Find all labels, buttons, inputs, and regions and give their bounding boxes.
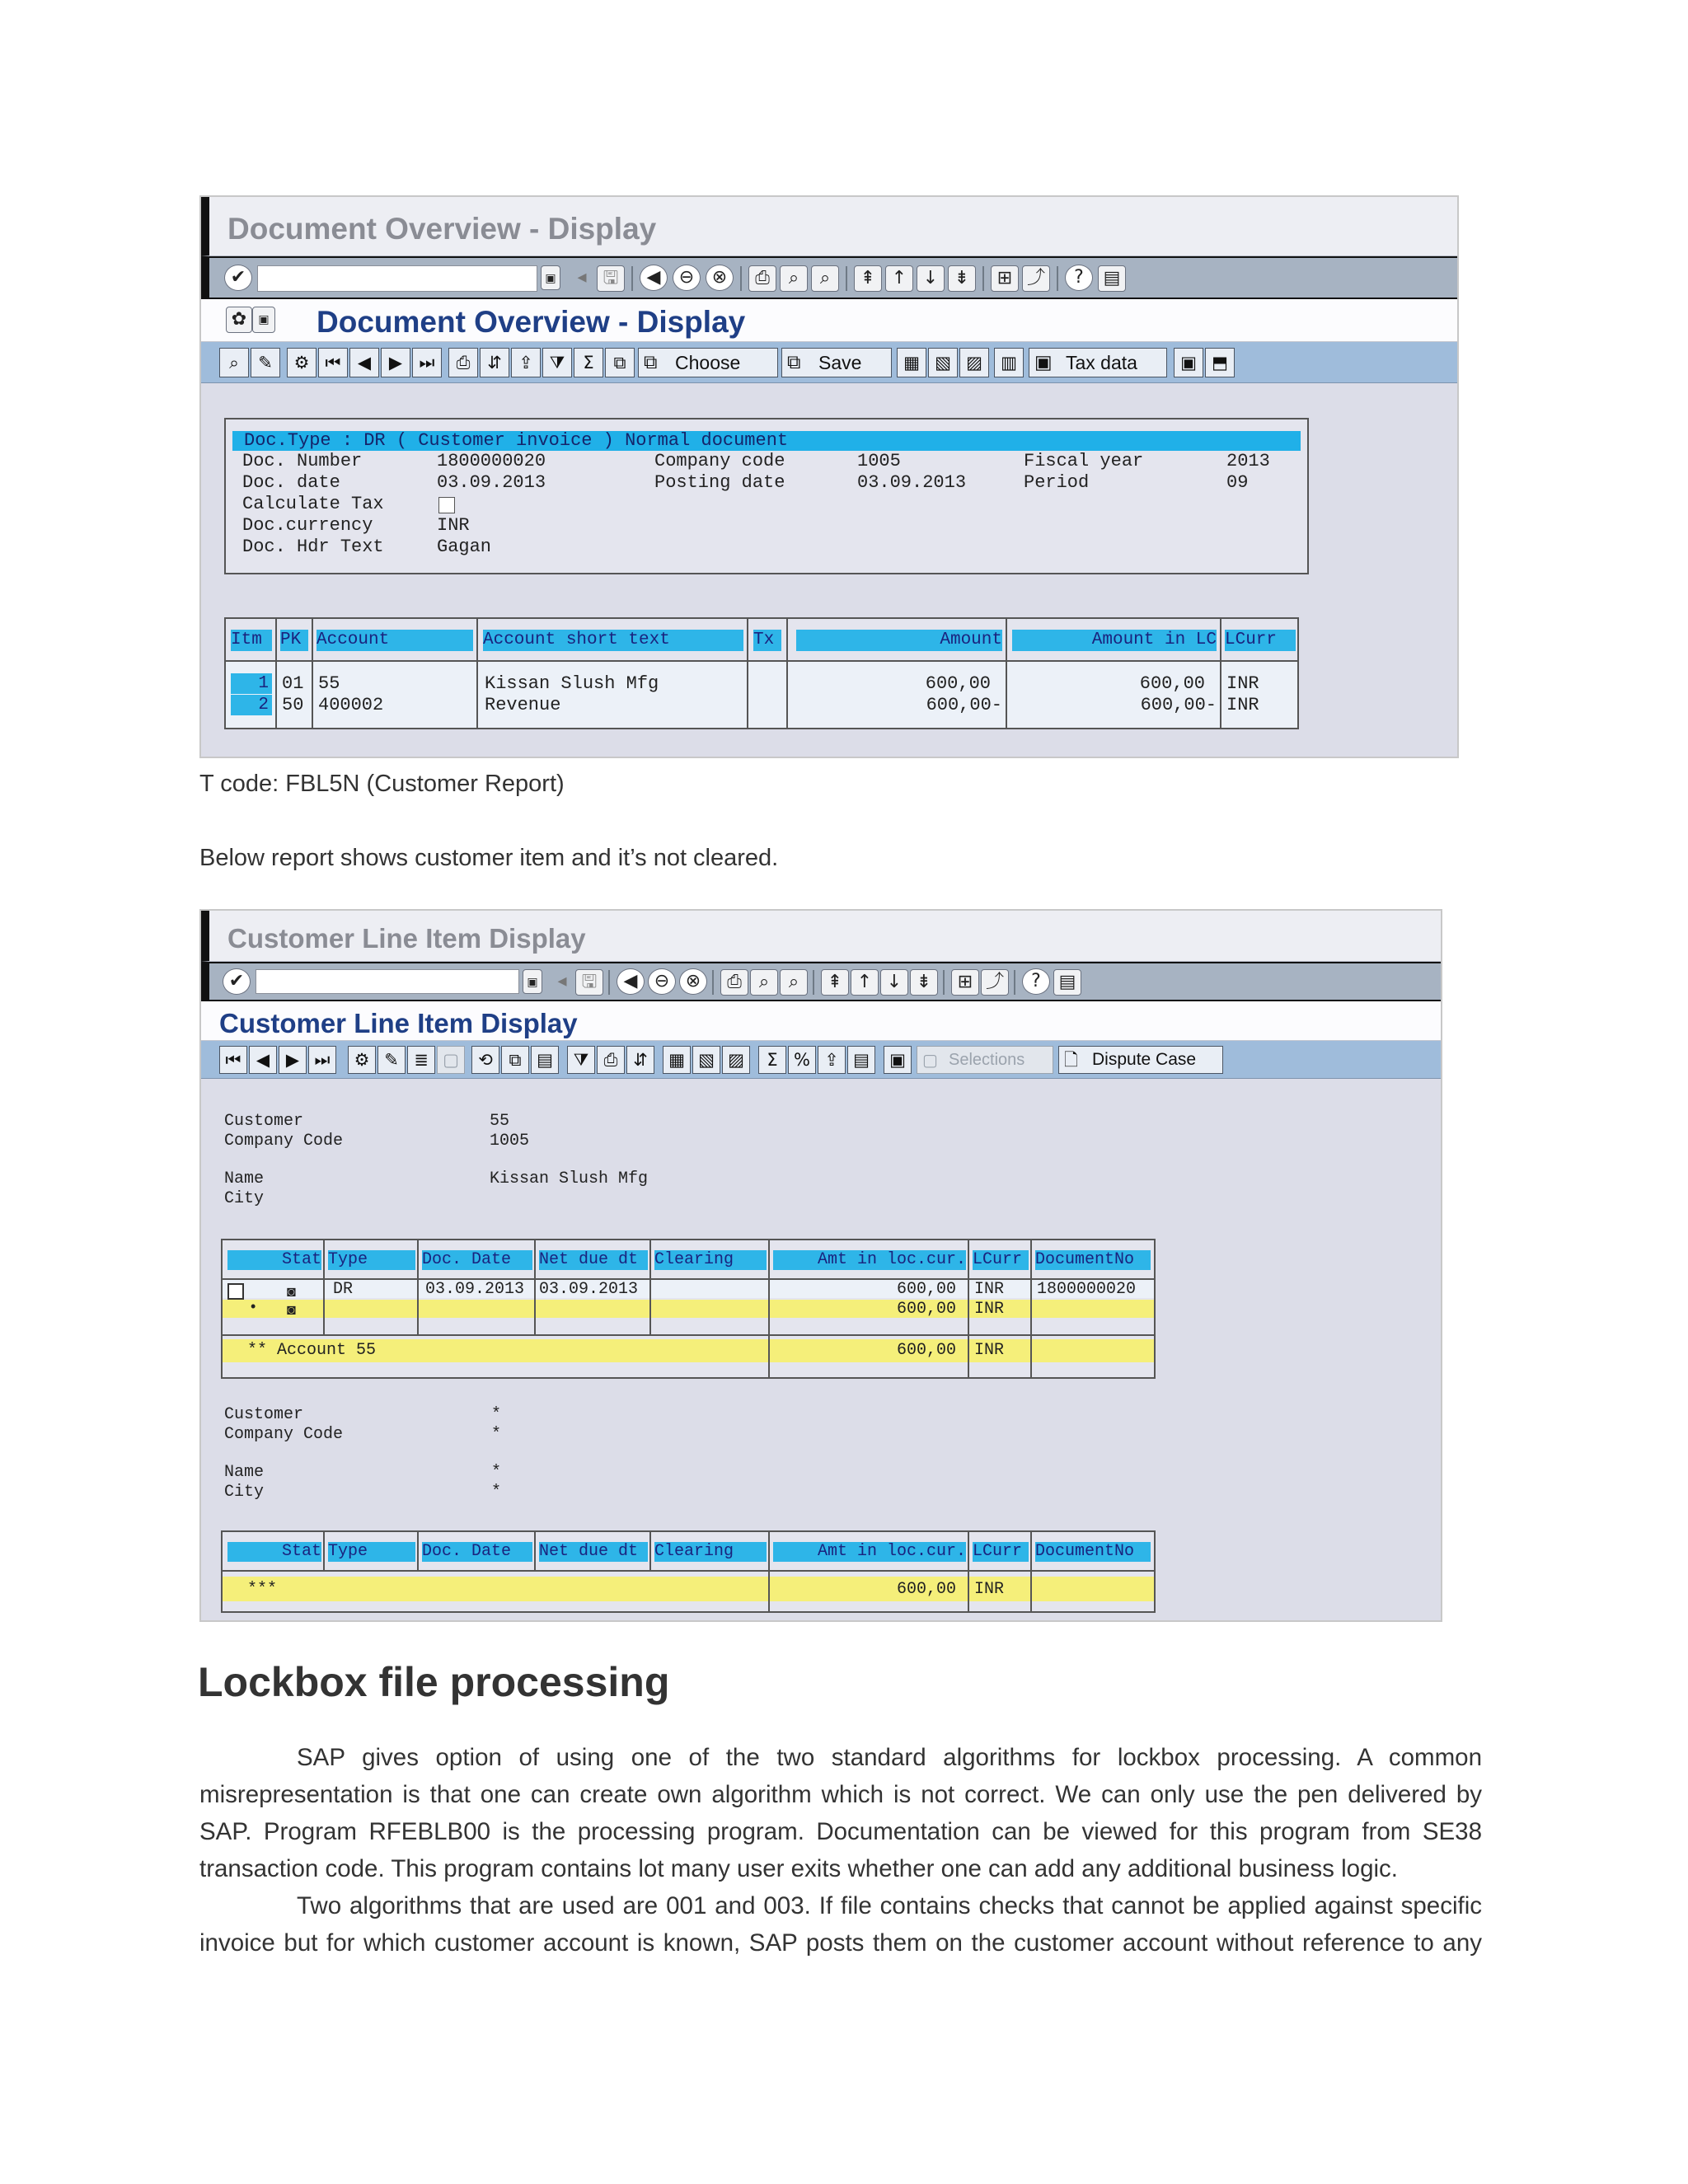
save-layout-button[interactable] [781,348,892,377]
company-code-label: Company code [654,451,785,471]
hdr-text-value: Gagan [437,537,492,557]
mass-change-icon[interactable]: ≣ [407,1046,435,1074]
col-header-lcurr[interactable]: LCurr [973,1542,1029,1562]
doc-date-value: 03.09.2013 [437,472,546,493]
paragraph-line: transaction code. This program contains lot many user exits whether one can add any additional business logic. [199,1855,1398,1882]
row-net-due: 03.09.2013 [539,1280,639,1299]
display-document-icon[interactable]: ⚙ [348,1046,376,1074]
notes-icon[interactable]: ▤ [847,1046,875,1074]
window-title: Customer Line Item Display [227,923,586,954]
change-display-icon[interactable]: ⚙ [287,348,316,377]
line-items-table [221,1239,1156,1379]
row-lcurr: INR [974,1300,1005,1319]
subtotal-icon[interactable]: ⧉ [605,348,635,377]
command-history-icon[interactable]: ▣ [523,969,542,994]
customer-line-item-screenshot [199,909,1442,1622]
layout-select-icon[interactable]: ▦ [897,348,926,377]
window-title-bar [201,911,1441,962]
row-lcurr: INR [1226,673,1259,694]
select-all-icon[interactable]: ▢ [437,1046,465,1074]
layout-select-icon[interactable]: ▦ [663,1046,691,1074]
customer-value: * [491,1405,502,1424]
row-doc-date: 03.09.2013 [425,1280,525,1299]
city-value: * [491,1483,502,1502]
col-header-amount-lc[interactable]: Amount in LC [1012,630,1217,651]
last-page-icon[interactable]: ⇟ [910,969,938,996]
col-header-pk[interactable]: PK [280,630,308,651]
last-page-icon[interactable]: ⇟ [948,265,976,292]
row-lcurr: INR [1226,695,1259,715]
period-label: Period [1024,472,1090,493]
col-header-tx[interactable]: Tx [753,630,781,651]
next-item-icon[interactable]: ▶ [381,348,410,377]
col-header-net-due[interactable]: Net due dt [539,1250,648,1270]
row-amount: 600,00- [926,695,1002,715]
col-header-itm[interactable]: Itm [231,630,272,651]
col-header-doc-date[interactable]: Doc. Date [422,1542,532,1562]
col-header-amount[interactable]: Amt in loc.cur. [773,1542,966,1562]
selections-label: Selections [949,1051,1025,1069]
exit-icon[interactable]: ⊖ [673,265,701,291]
calculate-tax-label: Calculate Tax [242,494,384,514]
layout-change-icon[interactable]: ▧ [928,348,958,377]
application-title-bar [201,299,1457,342]
exit-icon[interactable]: ⊖ [648,968,676,995]
sum-icon[interactable]: Σ [758,1046,786,1074]
row-short-text: Revenue [485,695,561,715]
col-header-clearing[interactable]: Clearing [654,1250,767,1270]
enter-icon[interactable]: ✔ [223,968,251,995]
copy-icon[interactable]: ⧉ [501,1046,529,1074]
next-item-icon[interactable]: ▶ [279,1046,307,1074]
fiscal-year-value: 2013 [1226,451,1270,471]
col-header-type[interactable]: Type [328,1542,415,1562]
paragraph-line: SAP. Program RFEBLB00 is the processing program. Documentation can be viewed for this program from SE38 [199,1818,1482,1845]
help-icon[interactable]: ? [1022,968,1050,995]
name-label: Name [224,1463,265,1482]
row-itm[interactable]: 1 [231,673,272,694]
back-icon[interactable]: ◀ [617,968,645,995]
shortcut-icon[interactable]: ⤴ [981,969,1009,996]
next-page-icon[interactable]: ↓ [880,969,908,996]
row-account: 400002 [318,695,384,715]
row-type: DR [333,1280,354,1299]
company-code-label: Company Code [224,1425,344,1444]
status-open-icon: ◙ [287,1283,296,1300]
name-value: Kissan Slush Mfg [490,1169,649,1188]
layout-change-icon[interactable]: ▧ [692,1046,720,1074]
company-code-value: * [491,1425,502,1444]
fiscal-year-label: Fiscal year [1024,451,1144,471]
print-icon[interactable]: ⎙ [720,969,748,996]
city-label: City [224,1483,265,1502]
sort-icon[interactable]: ⇵ [626,1046,654,1074]
col-header-account[interactable]: Account [316,630,473,651]
application-toolbar [201,342,1457,383]
previous-item-icon[interactable]: ◀ [349,348,379,377]
system-toolbar [201,256,1457,299]
sort-icon[interactable]: ⇵ [480,348,509,377]
document-header-box [224,418,1309,574]
export-icon[interactable]: ⇪ [511,348,541,377]
layout-manage-icon[interactable]: ▨ [959,348,989,377]
city-label: City [224,1189,265,1208]
print-list-icon[interactable]: ⎙ [448,348,478,377]
tax-data-icon: ▣ [1034,352,1053,373]
col-header-lcurr[interactable]: LCurr [1225,630,1296,651]
filter-icon[interactable]: ⧩ [542,348,572,377]
find-icon[interactable]: ⌕ [780,265,808,292]
company-code-value: 1005 [857,451,901,471]
selections-icon: ▢ [922,1050,938,1070]
section-heading: Lockbox file processing [198,1659,670,1705]
system-toolbar [201,962,1441,1001]
save-disk-icon[interactable]: 🖫 [597,265,625,292]
back-arrow-small-icon[interactable]: ◂ [577,267,587,288]
row-short-text: Kissan Slush Mfg [485,673,659,694]
display-icon[interactable]: ⌕ [219,348,249,377]
col-header-docno[interactable]: DocumentNo [1035,1250,1151,1270]
back-arrow-small-icon[interactable]: ◂ [557,971,567,991]
row-pk: 01 [282,673,304,694]
row-dot-marker: • [251,1298,256,1315]
object-menu-icon[interactable]: ▣ [252,307,275,333]
find-next-icon[interactable]: ⌕ [811,265,839,292]
doc-currency-value: INR [437,515,470,536]
subtotal-lcurr: INR [974,1341,1005,1360]
previous-page-icon[interactable]: ↑ [885,265,913,292]
paragraph-line: SAP gives option of using one of the two standard algorithms for lockbox processing. A common [297,1744,1482,1771]
save-disk-icon[interactable]: 🖫 [575,969,603,996]
paragraph-line: Two algorithms that are used are 001 and 003. If file contains checks that cannot be applied against specific [297,1892,1482,1919]
back-icon[interactable]: ◀ [640,265,668,291]
cancel-icon[interactable]: ⊗ [706,265,734,291]
tax-data-button[interactable] [1029,348,1167,377]
enter-icon[interactable]: ✔ [224,265,252,291]
selections-button[interactable] [917,1046,1053,1074]
application-toolbar [201,1041,1441,1079]
col-header-type[interactable]: Type [328,1250,415,1270]
col-header-short-text[interactable]: Account short text [483,630,743,651]
customer-label: Customer [224,1405,304,1424]
status-open-icon: ◙ [287,1301,296,1318]
layout-menu-icon[interactable]: ▤ [1053,969,1081,996]
find-icon[interactable]: ⌕ [750,969,778,996]
row-select-checkbox[interactable] [227,1283,244,1300]
dispute-case-icon: 🗋 [1064,1050,1078,1070]
row-amount-lc: 600,00 [1139,673,1205,694]
row-amount: 600,00 [925,673,991,694]
sum-icon[interactable]: Σ [574,348,603,377]
row-account: 55 [318,673,340,694]
first-page-icon[interactable]: ⇞ [821,969,849,996]
command-field[interactable] [256,969,519,994]
find-next-icon[interactable]: ⌕ [780,969,808,996]
subtotal-label: ** Account 55 [247,1341,377,1360]
customer-value: 55 [490,1112,510,1131]
row-docno: 1800000020 [1037,1280,1137,1299]
col-header-amount[interactable]: Amount [796,630,1002,651]
tax-data-label: Tax data [1066,352,1137,373]
previous-page-icon[interactable]: ↑ [851,969,879,996]
col-header-lcurr[interactable]: LCurr [973,1250,1029,1270]
filter-icon[interactable]: ⧩ [567,1046,595,1074]
first-item-icon[interactable]: ⏮ [219,1046,247,1074]
doc-type-bar: Doc.Type : DR ( Customer invoice ) Normal document [232,431,1301,451]
shortcut-icon[interactable]: ⤴ [1022,265,1050,292]
new-session-icon[interactable]: ⊞ [991,265,1019,292]
first-item-icon[interactable]: ⏮ [318,348,348,377]
subtotal-icon[interactable]: % [788,1046,816,1074]
choose-label: Choose [675,352,741,373]
col-header-stat[interactable]: Stat [227,1250,321,1270]
layout-menu-icon[interactable]: ▤ [1098,265,1126,292]
paragraph-line: misrepresentation is that one can create own algorithm which is not correct. We can only use the pen delivered by [199,1781,1482,1808]
window-title-bar [201,197,1457,256]
posting-date-label: Posting date [654,472,785,493]
last-item-icon[interactable]: ⏭ [412,348,442,377]
col-header-doc-date[interactable]: Doc. Date [422,1250,532,1270]
application-title-bar [201,1001,1441,1041]
row-amount: 600,00 [896,1300,956,1319]
layout-save-icon[interactable]: ▨ [722,1046,750,1074]
print-icon[interactable]: ⎙ [748,265,776,292]
col-header-net-due[interactable]: Net due dt [539,1542,648,1562]
row-itm[interactable]: 2 [231,695,272,715]
cancel-icon[interactable]: ⊗ [679,968,707,995]
command-field[interactable] [257,265,537,292]
doc-number-value: 1800000020 [437,451,546,471]
company-code-label: Company Code [224,1132,344,1151]
choose-button[interactable] [638,348,778,377]
refresh-icon[interactable]: ⟲ [471,1046,499,1074]
overflow-icon[interactable]: ⬒ [1205,348,1235,377]
calculate-tax-checkbox[interactable] [438,497,455,513]
columns-icon[interactable]: ▥ [994,348,1024,377]
total-amount: 600,00 [896,1580,956,1599]
app-title: Customer Line Item Display [219,1008,578,1038]
doc-number-label: Doc. Number [242,451,363,471]
command-history-icon[interactable]: ▣ [541,265,560,290]
row-amount: 600,00 [896,1280,956,1299]
previous-item-icon[interactable]: ◀ [249,1046,277,1074]
row-pk: 50 [282,695,304,715]
posting-date-value: 03.09.2013 [857,472,967,493]
last-item-icon[interactable]: ⏭ [308,1046,336,1074]
help-icon[interactable]: ? [1065,265,1093,291]
export-icon[interactable]: ⇪ [818,1046,846,1074]
document-overview-screenshot [199,195,1459,758]
totals-table [221,1530,1156,1613]
row-amount-lc: 600,00- [1140,695,1217,715]
window-title: Document Overview - Display [227,212,657,246]
doc-currency-label: Doc.currency [242,515,373,536]
period-value: 09 [1226,472,1249,493]
total-label: *** [247,1580,278,1599]
next-page-icon[interactable]: ↓ [917,265,945,292]
col-header-stat[interactable]: Stat [227,1542,321,1562]
more-button-icon[interactable]: ▣ [1174,348,1203,377]
edit-pencil-icon[interactable]: ✎ [251,348,280,377]
paragraph-line: invoice but for which customer account is known, SAP posts them on the customer account without reference to any [199,1929,1482,1957]
line-items-table [224,617,1299,729]
total-lcurr: INR [974,1580,1005,1599]
subtotal-amount: 600,00 [896,1341,956,1360]
dispute-case-label: Dispute Case [1092,1050,1197,1069]
col-header-docno[interactable]: DocumentNo [1035,1542,1151,1562]
object-services-icon[interactable]: ✿ [226,307,252,333]
name-value: * [491,1463,502,1482]
hdr-text-label: Doc. Hdr Text [242,537,384,557]
col-header-clearing[interactable]: Clearing [654,1542,767,1562]
save-label: Save [818,352,862,373]
name-label: Name [224,1169,265,1188]
company-code-value: 1005 [490,1132,530,1151]
app-title: Document Overview - Display [316,305,746,339]
info-icon[interactable]: ▣ [884,1046,912,1074]
print-list-icon[interactable]: ⎙ [597,1046,625,1074]
choose-icon: ⧉ [644,352,658,373]
new-session-icon[interactable]: ⊞ [951,969,979,996]
first-page-icon[interactable]: ⇞ [854,265,882,292]
save-layout-icon: ⧉ [787,352,801,373]
tcode-caption: T code: FBL5N (Customer Report) [199,771,565,797]
customer-label: Customer [224,1112,304,1131]
row-lcurr: INR [974,1280,1005,1299]
change-document-icon[interactable]: ✎ [377,1046,406,1074]
doc-date-label: Doc. date [242,472,340,493]
dispute-case-button[interactable] [1058,1046,1223,1074]
details-icon[interactable]: ▤ [531,1046,559,1074]
col-header-amount[interactable]: Amt in loc.cur. [773,1250,966,1270]
report-caption: Below report shows customer item and it’s not cleared. [199,845,779,871]
